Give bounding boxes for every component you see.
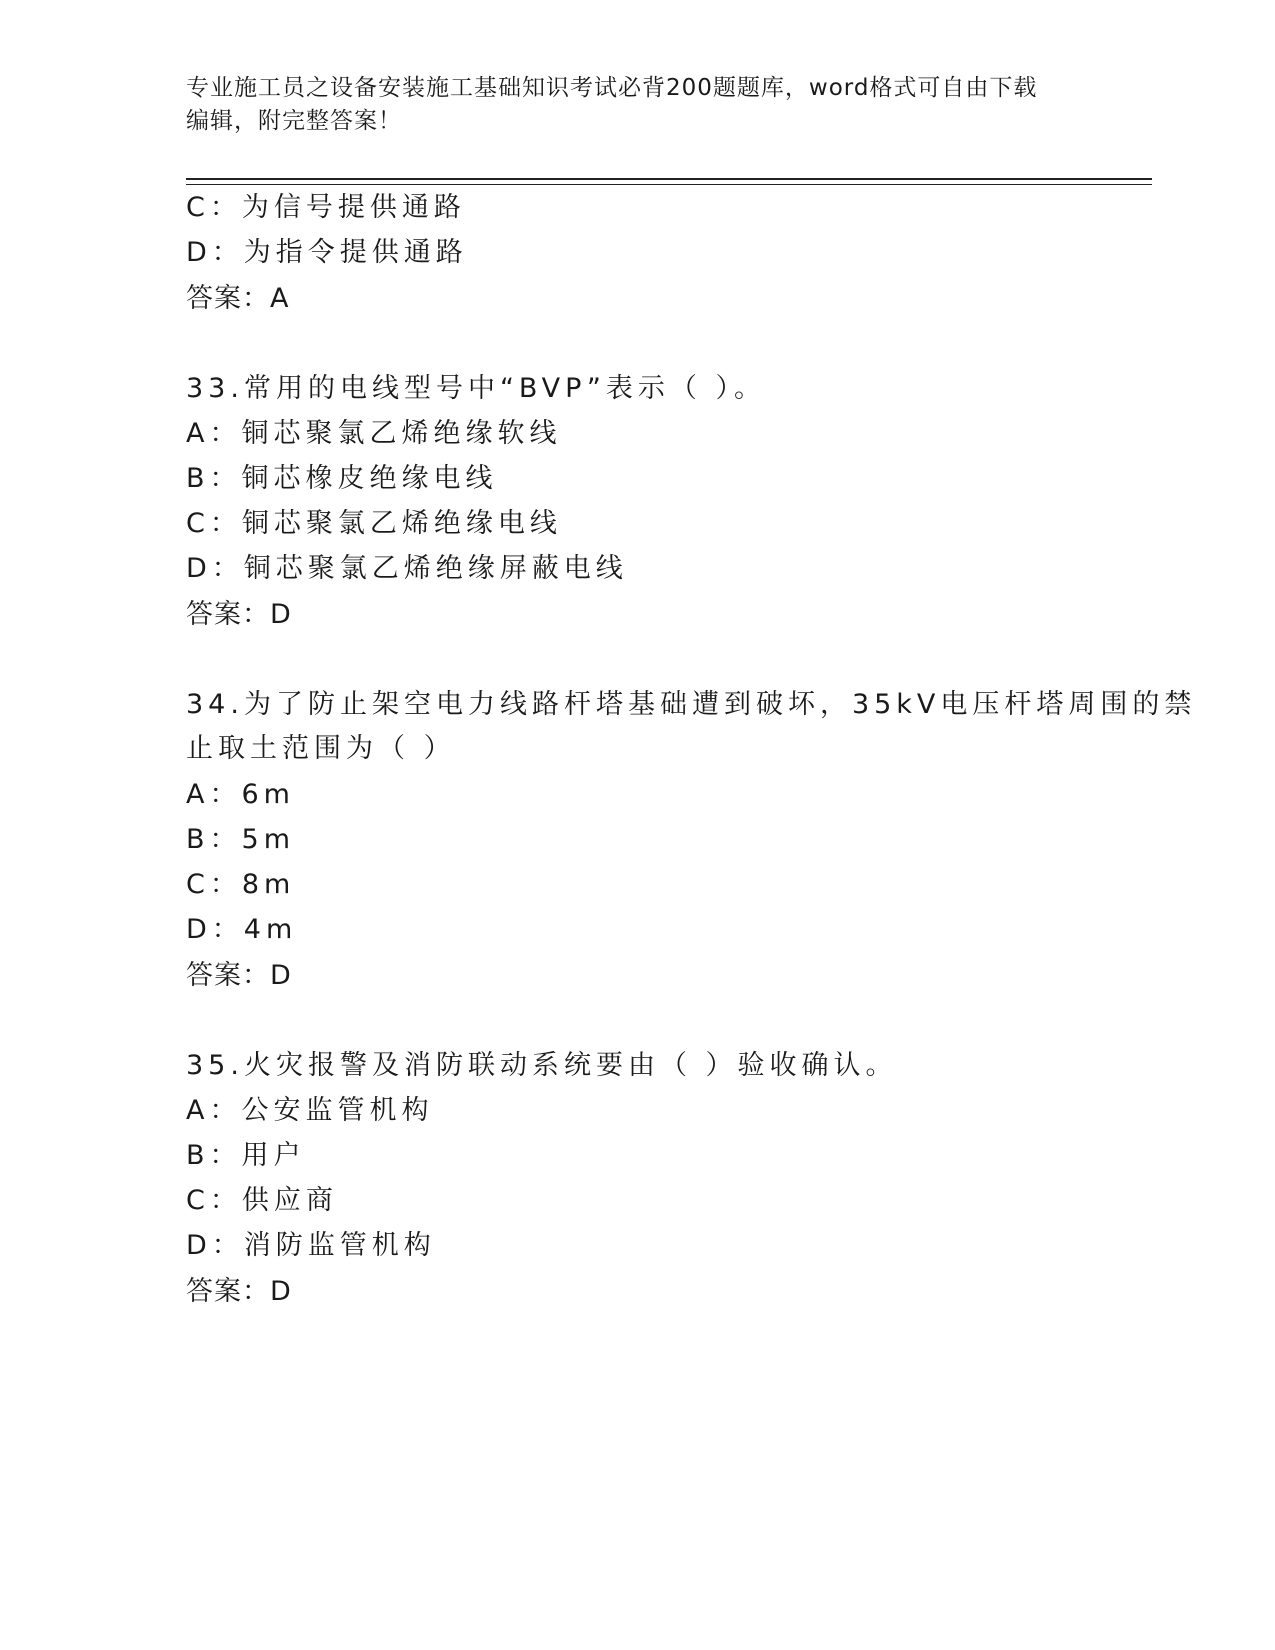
q33-option-b: B：铜芯橡皮绝缘电线 <box>186 463 498 494</box>
header-divider-thick <box>186 178 1152 180</box>
q34-option-b: B：5m <box>186 824 296 855</box>
q35-answer: 答案：D <box>186 1276 292 1307</box>
q35-option-d: D：消防监管机构 <box>186 1230 436 1261</box>
q34-question-line2: 止取土范围为（ ） <box>186 733 456 764</box>
q33-question: 33.常用的电线型号中“BVP”表示（ ）。 <box>186 373 766 404</box>
q34-option-d: D：4m <box>186 914 298 945</box>
q32-option-d: D：为指令提供通路 <box>186 237 468 268</box>
header-divider-thin <box>186 184 1152 185</box>
header-title-line2: 编辑，附完整答案！ <box>186 108 402 134</box>
q35-option-a: A：公安监管机构 <box>186 1095 434 1126</box>
page-header <box>186 72 1066 138</box>
q35-option-c: C：供应商 <box>186 1185 338 1216</box>
q33-option-c: C：铜芯聚氯乙烯绝缘电线 <box>186 508 562 539</box>
q33-option-d: D：铜芯聚氯乙烯绝缘屏蔽电线 <box>186 553 628 584</box>
q34-answer: 答案：D <box>186 960 292 991</box>
q33-answer: 答案：D <box>186 599 292 630</box>
q32-option-c: C：为信号提供通路 <box>186 192 466 223</box>
q34-question-line1: 34.为了防止架空电力线路杆塔基础遭到破坏，35kV电压杆塔周围的禁 <box>186 689 1197 720</box>
q32-answer: 答案：A <box>186 283 290 314</box>
q35-question: 35.火灾报警及消防联动系统要由（ ）验收确认。 <box>186 1050 898 1081</box>
header-title-line1: 专业施工员之设备安装施工基础知识考试必背200题题库，word格式可自由下载 <box>186 75 1038 101</box>
q34-option-c: C：8m <box>186 869 296 900</box>
q33-option-a: A：铜芯聚氯乙烯绝缘软线 <box>186 418 562 449</box>
q34-option-a: A：6m <box>186 779 295 810</box>
q35-option-b: B：用户 <box>186 1140 306 1171</box>
